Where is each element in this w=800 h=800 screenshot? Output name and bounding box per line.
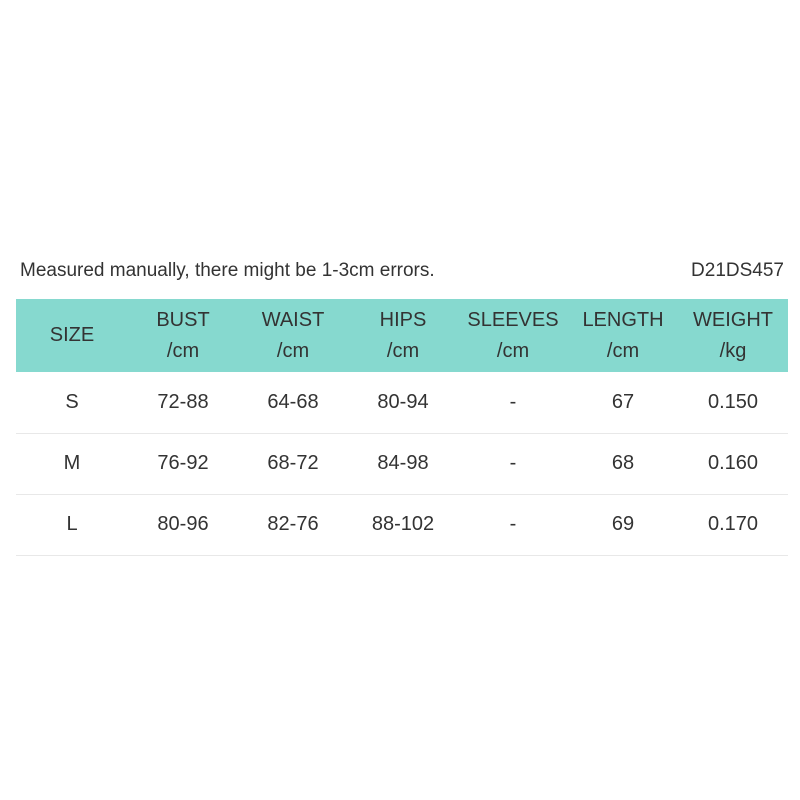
measurement-note: Measured manually, there might be 1-3cm errors. [20,260,435,281]
cell-waist: 68-72 [267,452,319,474]
cell-waist: 82-76 [267,513,319,535]
column-header-label: WEIGHT [693,308,773,331]
size-chart-table [16,299,788,556]
table-row [16,494,788,555]
column-header-label: SLEEVES [467,308,559,331]
cell-length: 68 [611,452,635,474]
column-header-unit: /cm [496,339,530,362]
cell-weight: 0.170 [707,513,759,535]
cell-weight: 0.160 [707,452,759,474]
cell-bust: 80-96 [157,513,209,535]
cell-size: M [63,452,81,474]
column-header-unit: /cm [606,339,640,362]
note-bar [20,256,784,286]
cell-sleeves: - [509,452,517,474]
column-header-unit: /cm [386,339,420,362]
cell-length: 67 [611,390,635,413]
cell-weight: 0.150 [707,390,759,413]
column-header-bust [128,299,238,372]
cell-bust: 72-88 [157,390,209,413]
table-row [16,433,788,494]
column-header-unit: /kg [719,339,747,362]
column-header-hips [348,299,458,372]
cell-length: 69 [611,513,635,535]
column-header-unit: /cm [276,339,310,362]
cell-hips: 80-94 [377,390,429,413]
cell-hips: 88-102 [371,513,435,535]
cell-sleeves: - [509,390,517,413]
cell-sleeves: - [509,513,517,535]
column-header-label: BUST [156,308,210,331]
column-header-waist [238,299,348,372]
product-code: D21DS457 [691,260,784,281]
cell-waist: 64-68 [267,390,319,413]
column-header-label: LENGTH [582,308,664,331]
cell-bust: 76-92 [157,452,209,474]
column-header-length [568,299,678,372]
table-header-row [16,299,788,372]
column-header-label: SIZE [49,324,95,346]
column-header-sleeves [458,299,568,372]
column-header-unit: /cm [166,339,200,362]
cell-size: S [65,390,79,413]
column-header-label: HIPS [379,308,427,331]
cell-hips: 84-98 [377,452,429,474]
column-header-label: WAIST [261,308,325,331]
cell-size: L [66,513,78,535]
table-row [16,372,788,433]
column-header-size [16,299,128,372]
column-header-weight [678,299,788,372]
